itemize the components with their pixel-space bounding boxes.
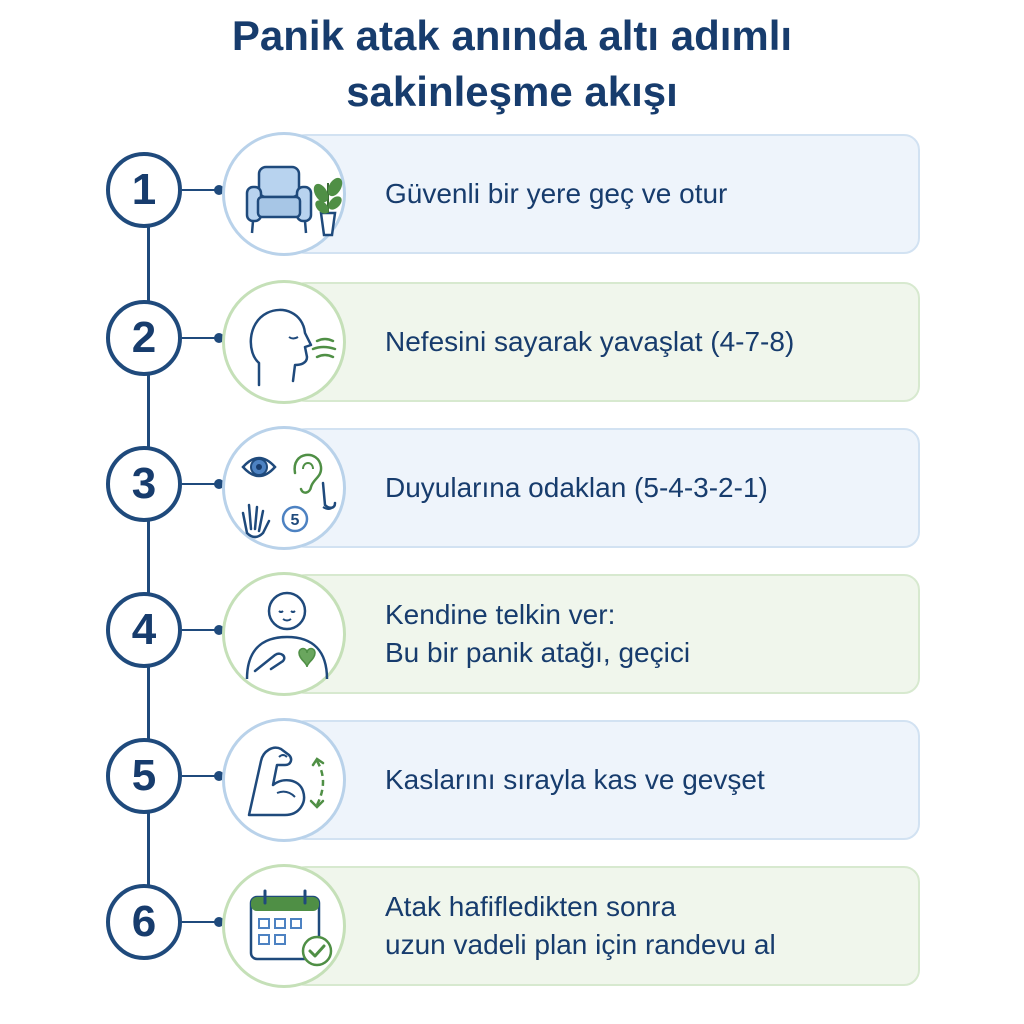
step-text-line-1: Güvenli bir yere geç ve otur (385, 178, 728, 209)
step-text (385, 718, 905, 842)
title-line-2: sakinleşme akışı (346, 68, 678, 115)
step-text (385, 572, 905, 696)
step-text (385, 280, 905, 404)
step-text-line-1: Kendine telkin ver: (385, 599, 616, 630)
step-text (385, 426, 905, 550)
step-number: 4 (106, 592, 182, 668)
step-3 (0, 426, 1024, 550)
step-1 (0, 132, 1024, 256)
flexed-arm-icon (222, 718, 346, 842)
step-text-line-1: Atak hafifledikten sonra (385, 891, 677, 922)
step-number: 5 (106, 738, 182, 814)
step-text-line-1: Kaslarını sırayla kas ve gevşet (385, 764, 765, 795)
senses-icon (222, 426, 346, 550)
step-5 (0, 718, 1024, 842)
step-text-line-1: Duyularına odaklan (5-4-3-2-1) (385, 472, 768, 503)
step-number: 6 (106, 884, 182, 960)
self-soothing-person-icon (222, 572, 346, 696)
calendar-check-icon (222, 864, 346, 988)
step-number: 3 (106, 446, 182, 522)
page-title (0, 8, 1024, 120)
armchair-plant-icon (222, 132, 346, 256)
step-number: 2 (106, 300, 182, 376)
senses-badge-number: 5 (290, 512, 300, 529)
step-4 (0, 572, 1024, 696)
step-2 (0, 280, 1024, 404)
step-6 (0, 864, 1024, 988)
step-text (385, 864, 905, 988)
step-number: 1 (106, 152, 182, 228)
step-text-line-2: uzun vadeli plan için randevu al (385, 929, 776, 960)
title-line-1: Panik atak anında altı adımlı (231, 12, 793, 59)
breathing-head-icon (222, 280, 346, 404)
step-text-line-1: Nefesini sayarak yavaşlat (4-7-8) (385, 326, 795, 357)
step-text-line-2: Bu bir panik atağı, geçici (385, 637, 691, 668)
step-text (385, 132, 905, 256)
